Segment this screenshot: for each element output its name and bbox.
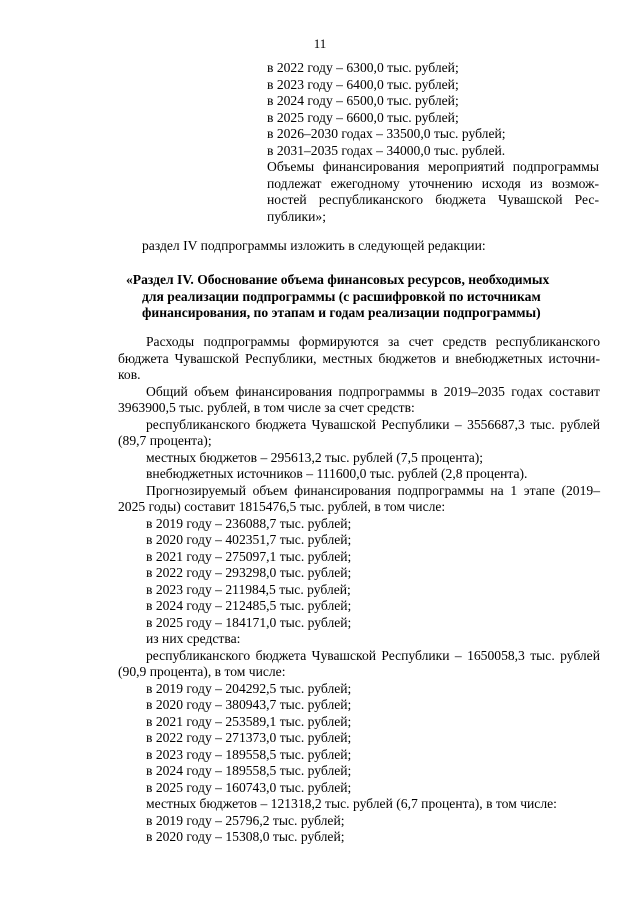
- paragraph-extrabudgetary: внебюджетных источников – 111600,0 тыс. рублей (2,8 процента).: [146, 466, 528, 481]
- heading-line-3: финансирования, по этапам и годам реализации подпрограммы): [142, 305, 541, 320]
- section-heading: [126, 272, 600, 322]
- paragraph-local-budgets: местных бюджетов – 295613,2 тыс. рублей (7,5 процента);: [146, 449, 484, 465]
- list-item: в 2020 году – 402351,7 тыс. рублей;: [146, 532, 352, 547]
- paragraph-stage1-forecast: Прогнозируемый объем финансирования подпрограммы на 1 этапе (2019–2025 годы) составит 1815476,5 тыс. рублей, в том числе:: [118, 482, 600, 514]
- list-item: в 2024 году – 189558,5 тыс. рублей;: [146, 763, 352, 778]
- funding-line-2022: в 2022 году – 6300,0 тыс. рублей;: [267, 60, 459, 75]
- top-funding-block: [267, 60, 599, 225]
- list-item: в 2019 году – 204292,5 тыс. рублей;: [146, 680, 352, 696]
- list-item: в 2021 году – 275097,1 тыс. рублей;: [146, 548, 352, 564]
- funding-line-2025: в 2025 году – 6600,0 тыс. рублей;: [267, 109, 459, 125]
- list-item: в 2020 году – 380943,7 тыс. рублей;: [146, 697, 352, 712]
- list-item: в 2022 году – 293298,0 тыс. рублей;: [146, 565, 352, 580]
- paragraph-expenses: Расходы подпрограммы формируются за счет средств республиканского бюджета Чувашской Республики, местных бюджетов и внебюджетных источников.: [118, 334, 600, 382]
- list-item: в 2023 году – 189558,5 тыс. рублей;: [146, 746, 352, 762]
- funding-line-2023: в 2023 году – 6400,0 тыс. рублей;: [267, 76, 459, 92]
- list-item: в 2025 году – 184171,0 тыс. рублей;: [146, 614, 352, 630]
- list-item: в 2023 году – 211984,5 тыс. рублей;: [146, 581, 351, 597]
- list-item: в 2019 году – 236088,7 тыс. рублей;: [146, 515, 352, 531]
- list-item: в 2021 году – 253589,1 тыс. рублей;: [146, 713, 352, 729]
- list-item: в 2024 году – 212485,5 тыс. рублей;: [146, 598, 352, 613]
- list-item: в 2019 году – 25796,2 тыс. рублей;: [146, 812, 345, 828]
- page-number: 11: [313, 36, 327, 51]
- list-item: в 2020 году – 15308,0 тыс. рублей;: [146, 829, 345, 844]
- list-item: в 2022 году – 271373,0 тыс. рублей;: [146, 730, 352, 745]
- intro-text: раздел IV подпрограммы изложить в следующей редакции:: [142, 238, 486, 253]
- from-them-label: из них средства:: [146, 631, 241, 646]
- funding-note: Объемы финансирования мероприятий подпрограммы подлежат ежегодному уточнению исходя из возможностей республиканского бюджета Чувашской Республики»;: [267, 159, 599, 224]
- funding-line-2026-2030: в 2026–2030 годах – 33500,0 тыс. рублей;: [267, 126, 506, 141]
- heading-line-2: для реализации подпрограммы (с расшифровкой по источникам: [142, 288, 541, 304]
- paragraph-republic-budget: республиканского бюджета Чувашской Республики – 3556687,3 тыс. рублей (89,7 процента);: [118, 416, 600, 448]
- funding-line-2024: в 2024 году – 6500,0 тыс. рублей;: [267, 93, 459, 108]
- section-body: [118, 334, 600, 846]
- paragraph-republic-stage1: республиканского бюджета Чувашской Республики – 1650058,3 тыс. рублей (90,9 процента), в том числе:: [118, 647, 600, 679]
- funding-line-2031-2035: в 2031–2035 годах – 34000,0 тыс. рублей.: [267, 142, 506, 158]
- paragraph-total-funding: Общий объем финансирования подпрограммы в 2019–2035 годах составит 3963900,5 тыс. рублей, в том числе за счет средств:: [118, 383, 600, 415]
- paragraph-local-stage1: местных бюджетов – 121318,2 тыс. рублей (6,7 процента), в том числе:: [146, 796, 557, 811]
- heading-line-1: «Раздел IV. Обоснование объема финансовых ресурсов, необходимых: [126, 272, 550, 287]
- list-item: в 2025 году – 160743,0 тыс. рублей;: [146, 779, 352, 795]
